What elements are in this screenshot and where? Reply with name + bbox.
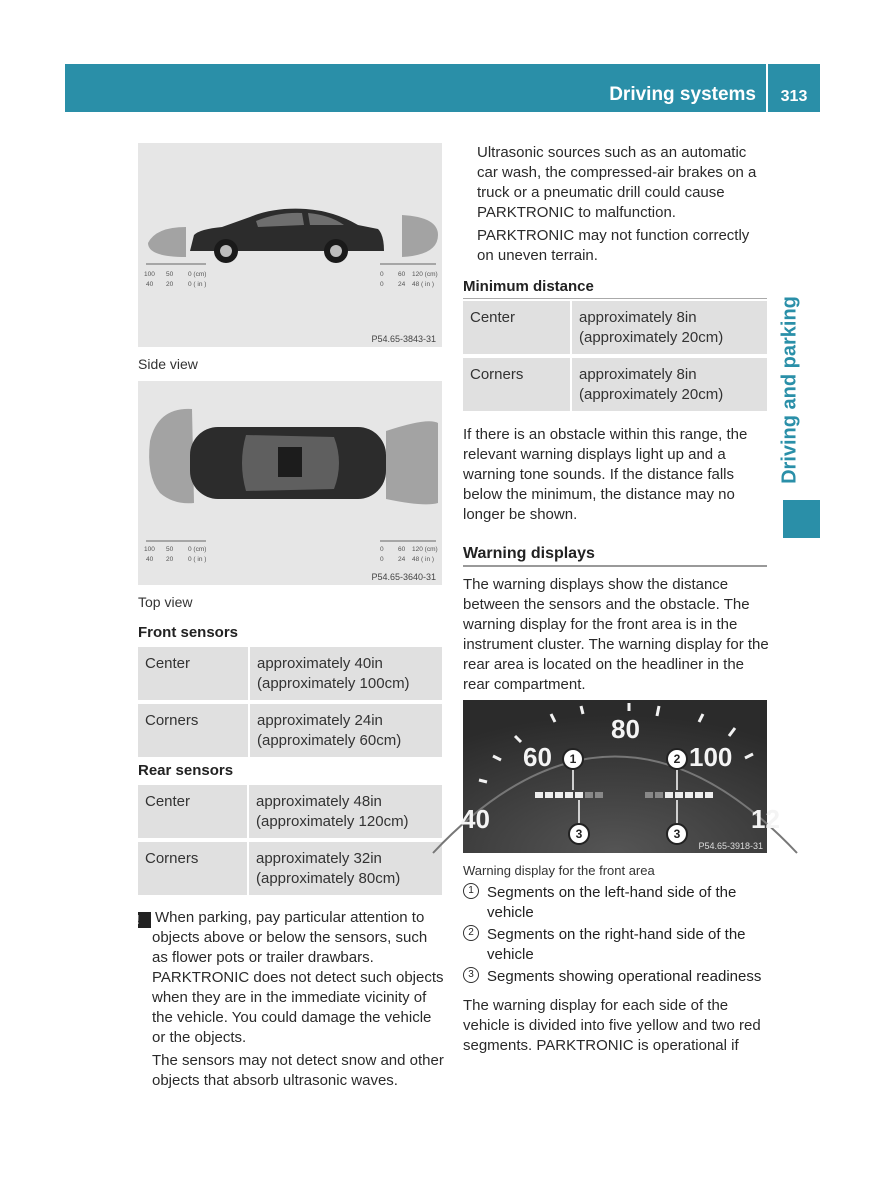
- scale-label: 50: [166, 271, 174, 278]
- rear-sensors-heading: Rear sensors: [138, 762, 234, 779]
- side-tab-marker: [783, 500, 820, 538]
- final-paragraph: The warning display for each side of the vehicle is divided into five yellow and two red segments. PARKTRONIC is operational if: [463, 997, 761, 1054]
- front-detection-zone: [148, 227, 186, 257]
- scale-label: 20: [166, 281, 174, 288]
- row-label: Center: [463, 301, 571, 356]
- obstacle-paragraph: If there is an obstacle within this range, the relevant warning displays light up and a warning tone sounds. If the distance falls below the minimum, the distance may no longer be shown.: [463, 426, 748, 523]
- scale-label: 0: [380, 546, 384, 553]
- rear-sensors-table: [138, 785, 442, 895]
- callout-number: 3: [673, 827, 681, 841]
- legend-list: [463, 883, 769, 989]
- front-detection-zone: [149, 409, 194, 503]
- scale-label: 120 (cm): [412, 271, 438, 278]
- value-line: approximately 8in: [579, 366, 697, 383]
- callout-number: 2: [673, 752, 681, 766]
- list-item: [463, 883, 769, 923]
- note-block: [135, 908, 444, 1094]
- callout-icon: 3: [463, 967, 479, 983]
- scale-label: 0 (cm): [188, 546, 207, 553]
- note-paragraph: Ultrasonic sources such as an automatic car wash, the compressed-air brakes on a truck or a pneumatic drill could cause PARKTRONIC to malfunction.: [477, 144, 757, 221]
- scale-label: 48 ( in ): [412, 556, 435, 563]
- rear-detection-zone: [386, 421, 438, 504]
- value-line: approximately 32in: [256, 850, 382, 867]
- divider: [463, 298, 767, 299]
- table-row: [138, 785, 442, 840]
- figure-code: P54.65-3640-31: [371, 572, 436, 582]
- section-title: Driving systems: [609, 84, 756, 105]
- speed-label: 12: [751, 804, 780, 834]
- value-line: approximately 24in: [257, 712, 383, 729]
- row-label: Corners: [138, 702, 249, 757]
- list-text: Segments on the right-hand side of the vehicle: [487, 926, 746, 963]
- scale-label: 50: [166, 546, 174, 553]
- row-label: Center: [138, 647, 249, 702]
- car-side-icon: [190, 209, 384, 263]
- callout-icon: 2: [463, 925, 479, 941]
- scale-label: 24: [398, 556, 406, 563]
- callout-icon: 1: [463, 883, 479, 899]
- table-row: [138, 647, 442, 702]
- scale-label: 60: [398, 546, 406, 553]
- scale-label: 100: [144, 271, 155, 278]
- value-line: (approximately 60cm): [257, 732, 402, 749]
- list-item: [463, 967, 769, 987]
- value-line: (approximately 20cm): [579, 386, 724, 403]
- table-row: [138, 840, 442, 895]
- row-value: [249, 702, 442, 757]
- front-sensors-heading: Front sensors: [138, 624, 239, 641]
- scale-label: 0: [380, 281, 384, 288]
- right-segment-bar: [645, 792, 713, 798]
- scale-label: 60: [398, 271, 406, 278]
- left-segment-bar: [535, 792, 603, 798]
- scale-label: 0 (cm): [188, 271, 207, 278]
- table-row: [463, 301, 767, 356]
- car-top-icon: [190, 427, 386, 499]
- header-divider: [766, 64, 768, 112]
- scale-label: 120 (cm): [412, 546, 438, 553]
- side-tab-label: Driving and parking: [778, 296, 801, 484]
- top-view-illustration: [138, 381, 442, 585]
- warning-displays-heading: Warning displays: [463, 545, 595, 562]
- value-line: approximately 40in: [257, 655, 383, 672]
- scale-label: 0: [380, 556, 384, 563]
- value-line: approximately 8in: [579, 309, 697, 326]
- minimum-distance-heading: Minimum distance: [463, 278, 594, 295]
- top-view-figure: [138, 381, 442, 585]
- list-item: [463, 925, 769, 965]
- figure-code: P54.65-3843-31: [371, 334, 436, 344]
- side-tab: [770, 290, 810, 490]
- scale-label: 48 ( in ): [412, 281, 435, 288]
- caption-cluster: Warning display for the front area: [463, 863, 655, 878]
- speed-label: 40: [461, 804, 490, 834]
- scale-label: 20: [166, 556, 174, 563]
- scale-label: 0 ( in ): [188, 556, 207, 563]
- table-row: [138, 702, 442, 757]
- side-view-figure: [138, 143, 442, 347]
- instrument-cluster-figure: [461, 700, 780, 853]
- row-value: [248, 840, 442, 895]
- list-text: Segments on the left-hand side of the vehicle: [487, 884, 737, 921]
- speed-label: 80: [611, 714, 640, 744]
- speed-label: 100: [689, 742, 733, 772]
- scale-label: 24: [398, 281, 406, 288]
- scale-label: 100: [144, 546, 155, 553]
- caption-top-view: Top view: [138, 594, 193, 610]
- page-number: 313: [780, 88, 808, 105]
- scale-label: 0: [380, 271, 384, 278]
- callout-number: 1: [569, 752, 577, 766]
- warning-icon: !: [138, 912, 151, 928]
- note-paragraph: The sensors may not detect snow and other objects that absorb ultrasonic waves.: [152, 1052, 444, 1089]
- note-text: When parking, pay particular attention to objects above or below the sensors, such as flower pots or trailer drawbars. PARKTRONIC does not detect such objects when they are in the immediate vicinity of the vehicle. You could damage the vehicle or the objects.: [152, 909, 444, 1046]
- value-line: (approximately 20cm): [579, 329, 724, 346]
- rear-detection-zone: [402, 215, 438, 257]
- row-value: [571, 301, 767, 356]
- figure-code: P54.65-3918-31: [698, 841, 763, 851]
- instrument-cluster-illustration: [461, 700, 780, 853]
- note-paragraph: PARKTRONIC may not function correctly on uneven terrain.: [477, 227, 750, 264]
- scale-label: 0 ( in ): [188, 281, 207, 288]
- warning-displays-paragraph: The warning displays show the distance between the sensors and the obstacle. The warning display for the front area is in the instrument cluster. The warning display for the rear area is located on the headliner in the rear compartment.: [463, 576, 769, 693]
- note-continued: [463, 143, 769, 269]
- scale-label: 40: [146, 281, 154, 288]
- callout-number: 3: [575, 827, 583, 841]
- row-label: Center: [138, 785, 248, 840]
- row-label: Corners: [138, 840, 248, 895]
- value-line: (approximately 80cm): [256, 870, 401, 887]
- row-value: [249, 647, 442, 702]
- minimum-distance-table: [463, 301, 767, 411]
- speed-label: 60: [523, 742, 552, 772]
- scale-label: 40: [146, 556, 154, 563]
- value-line: (approximately 120cm): [256, 813, 409, 830]
- caption-side-view: Side view: [138, 356, 198, 372]
- front-sensors-table: [138, 647, 442, 757]
- value-line: approximately 48in: [256, 793, 382, 810]
- row-label: Corners: [463, 356, 571, 411]
- value-line: (approximately 100cm): [257, 675, 410, 692]
- note-paragraph: [135, 908, 444, 1048]
- divider: [463, 565, 767, 567]
- list-text: Segments showing operational readiness: [487, 968, 762, 985]
- side-view-illustration: [138, 143, 442, 347]
- table-row: [463, 356, 767, 411]
- row-value: [571, 356, 767, 411]
- row-value: [248, 785, 442, 840]
